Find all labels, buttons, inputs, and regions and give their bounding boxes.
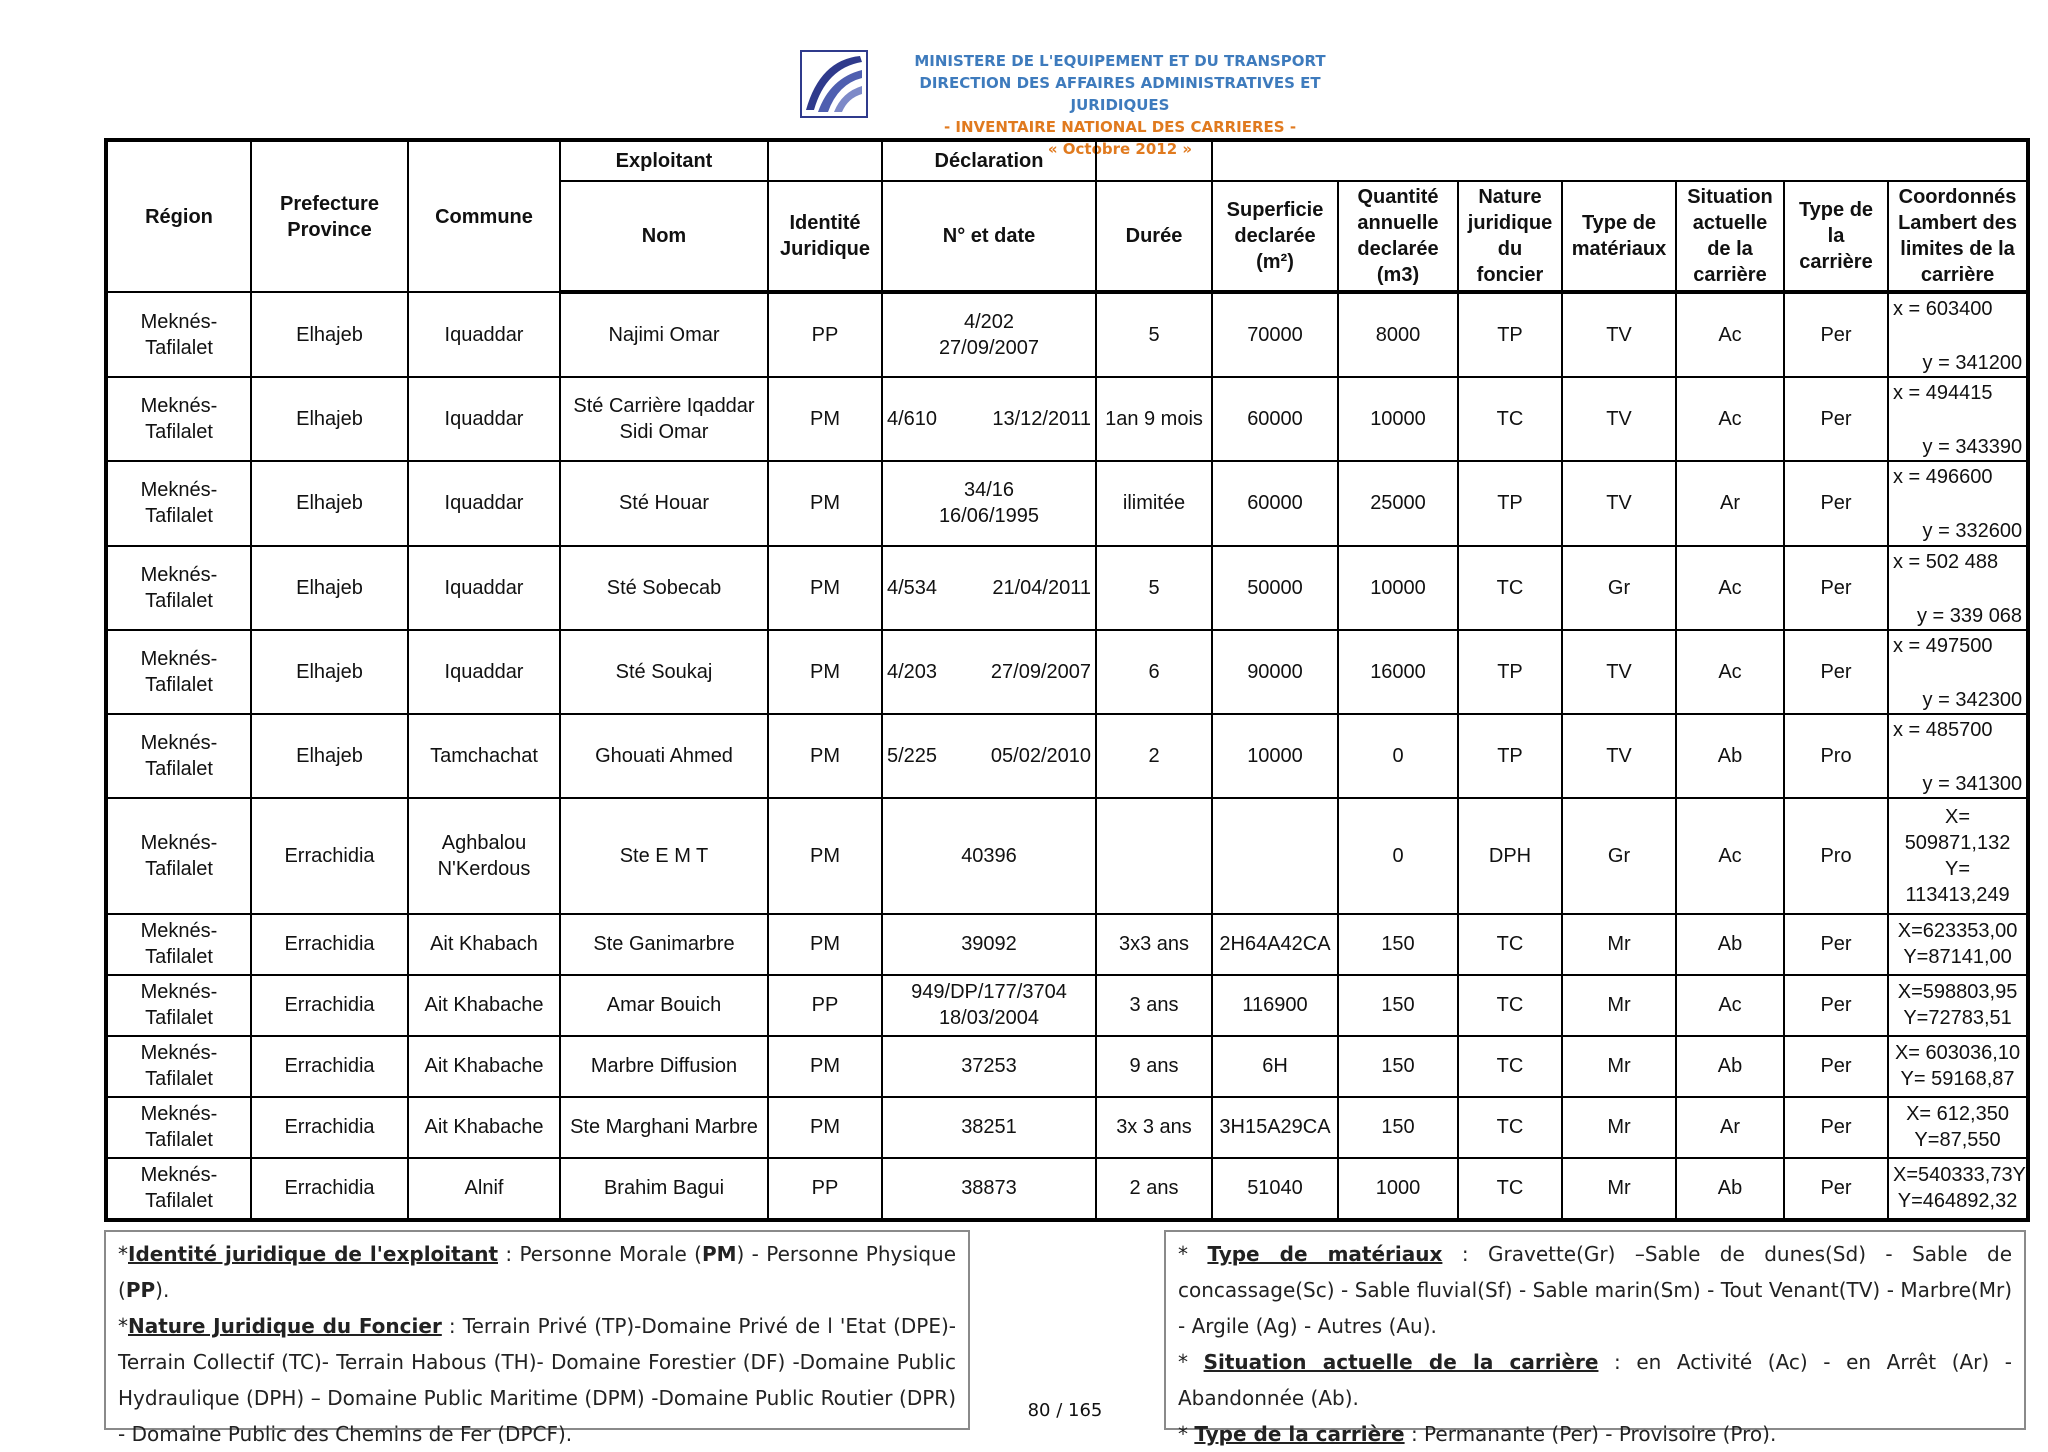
cell-coordonnees — [1888, 292, 2028, 377]
table-row — [106, 914, 2028, 975]
cell-nature: TC — [1458, 1036, 1562, 1097]
legend-type-title: Type de la carrière — [1194, 1422, 1405, 1446]
col-duree: Durée — [1096, 181, 1212, 292]
cell-nature: TC — [1458, 1158, 1562, 1220]
cell-province: Elhajeb — [251, 461, 408, 545]
declaration-number: 4/203 — [887, 660, 938, 683]
cell-quantite: 150 — [1338, 975, 1458, 1036]
quarries-table — [104, 138, 2030, 1222]
ministry-title: MINISTERE DE L'EQUIPEMENT ET DU TRANSPORT — [914, 52, 1326, 70]
cell-situation: Ab — [1676, 1158, 1784, 1220]
table-body — [106, 292, 2028, 1220]
coord-y: y = 339 068 — [1916, 604, 2023, 627]
cell-duree: 5 — [1096, 546, 1212, 630]
cell-num-date — [882, 377, 1096, 461]
cell-superficie: 51040 — [1212, 1158, 1338, 1220]
cell-materiaux: Mr — [1562, 1097, 1676, 1158]
cell-coordonnees — [1888, 714, 2028, 798]
declaration-number: 949/DP/177/3704 — [911, 981, 1067, 1004]
cell-quantite: 0 — [1338, 798, 1458, 914]
cell-nom: Brahim Bagui — [560, 1158, 768, 1220]
cell-quantite: 1000 — [1338, 1158, 1458, 1220]
cell-situation: Ab — [1676, 914, 1784, 975]
declaration-number: 39092 — [961, 933, 1017, 956]
declaration-date: 21/04/2011 — [992, 576, 1091, 599]
legend-situation-text: : en Activité (Ac) - en Arrêt (Ar) - Abandonnée (Ab). — [1178, 1350, 2013, 1410]
cell-situation: Ac — [1676, 377, 1784, 461]
cell-type: Pro — [1784, 798, 1888, 914]
cell-coordonnees — [1888, 1158, 2028, 1220]
cell-nature: TC — [1458, 377, 1562, 461]
cell-region: Meknés-Tafilalet — [106, 630, 251, 714]
declaration-date: 13/12/2011 — [992, 408, 1091, 431]
cell-materiaux: Mr — [1562, 975, 1676, 1036]
cell-type: Pro — [1784, 714, 1888, 798]
cell-nature: TP — [1458, 714, 1562, 798]
cell-coordonnees — [1888, 798, 2028, 914]
cell-region: Meknés-Tafilalet — [106, 1097, 251, 1158]
cell-num-date — [882, 1097, 1096, 1158]
declaration-date: 05/02/2010 — [990, 744, 1091, 767]
cell-quantite: 10000 — [1338, 377, 1458, 461]
cell-type: Per — [1784, 1097, 1888, 1158]
cell-identite: PM — [768, 714, 882, 798]
cell-nature: TC — [1458, 914, 1562, 975]
cell-region: Meknés-Tafilalet — [106, 1036, 251, 1097]
cell-type: Per — [1784, 1158, 1888, 1220]
cell-coordonnees — [1888, 630, 2028, 714]
group-exploitant: Exploitant — [560, 140, 768, 181]
inventory-date: « Octobre 2012 » — [1047, 140, 1193, 158]
cell-situation: Ac — [1676, 546, 1784, 630]
cell-identite: PM — [768, 461, 882, 545]
coord-x: x = 494415 — [1893, 382, 1993, 405]
group-blank-3 — [1212, 140, 2028, 181]
cell-coordonnees — [1888, 914, 2028, 975]
cell-num-date — [882, 630, 1096, 714]
cell-province: Elhajeb — [251, 630, 408, 714]
coord-y: Y=87141,00 — [1903, 946, 2012, 969]
group-declaration: Déclaration — [882, 140, 1096, 181]
cell-commune: Aghbalou N'Kerdous — [408, 798, 560, 914]
cell-commune: Tamchachat — [408, 714, 560, 798]
cell-nom: Ste Marghani Marbre — [560, 1097, 768, 1158]
cell-nom: Ghouati Ahmed — [560, 714, 768, 798]
coord-y: y = 341300 — [1922, 772, 2023, 795]
cell-materiaux: Mr — [1562, 1036, 1676, 1097]
cell-duree: 5 — [1096, 292, 1212, 377]
cell-nom: Najimi Omar — [560, 292, 768, 377]
table-row — [106, 546, 2028, 630]
legend-nature: *Nature Juridique du Foncier : Terrain Privé (TP)-Domaine Privé de l 'Etat (DPE)- Terrain Collectif (TC)- Terrain Habous (TH)- Domaine Forestier (DF) -Domaine Public Hydraulique (DPH) – Domaine Public Maritime (DPM) -Domaine Public Routier (DPR) - Domaine Public des Chemins de Fer (DPCF). — [118, 1314, 957, 1446]
coord-x: x = 497500 — [1893, 634, 1993, 657]
cell-materiaux: Mr — [1562, 1158, 1676, 1220]
cell-num-date — [882, 461, 1096, 545]
coord-y: y = 343390 — [1922, 436, 2023, 459]
inventory-title: - INVENTAIRE NATIONAL DES CARRIERES - — [943, 118, 1297, 136]
cell-nature: TC — [1458, 546, 1562, 630]
cell-duree: 9 ans — [1096, 1036, 1212, 1097]
cell-materiaux: TV — [1562, 377, 1676, 461]
cell-materiaux: TV — [1562, 714, 1676, 798]
cell-nom: Marbre Diffusion — [560, 1036, 768, 1097]
cell-situation: Ac — [1676, 292, 1784, 377]
cell-type: Per — [1784, 292, 1888, 377]
declaration-number: 4/202 — [963, 311, 1015, 334]
cell-coordonnees — [1888, 975, 2028, 1036]
coord-y: Y=87,550 — [1914, 1129, 2001, 1152]
coord-y: Y=464892,32 — [1897, 1190, 2018, 1213]
col-quantite: Quantité annuelle declarée (m3) — [1338, 181, 1458, 292]
cell-materiaux: Gr — [1562, 546, 1676, 630]
cell-identite: PM — [768, 798, 882, 914]
cell-identite: PP — [768, 292, 882, 377]
cell-num-date — [882, 1158, 1096, 1220]
table-row — [106, 630, 2028, 714]
col-nature: Nature juridique du foncier — [1458, 181, 1562, 292]
cell-type: Per — [1784, 377, 1888, 461]
declaration-number: 34/16 — [963, 479, 1015, 502]
coord-x: X=623353,00 — [1897, 920, 2018, 943]
coord-y: Y= 113413,249 — [1905, 857, 2010, 906]
coord-x: X= 603036,10 — [1894, 1042, 2021, 1065]
legend-nature-title: Nature Juridique du Foncier — [128, 1314, 442, 1338]
cell-superficie: 60000 — [1212, 377, 1338, 461]
col-identite: Identité Juridique — [768, 181, 882, 292]
header-group-row — [106, 140, 2028, 181]
col-type: Type de la carrière — [1784, 181, 1888, 292]
declaration-number: 38251 — [961, 1116, 1017, 1139]
col-nom: Nom — [560, 181, 768, 292]
cell-commune: Iquaddar — [408, 546, 560, 630]
cell-superficie: 60000 — [1212, 461, 1338, 545]
cell-region: Meknés-Tafilalet — [106, 975, 251, 1036]
cell-identite: PP — [768, 1158, 882, 1220]
cell-commune: Ait Khabache — [408, 1097, 560, 1158]
declaration-date: 18/03/2004 — [938, 1007, 1040, 1030]
coord-x: X=598803,95 — [1897, 981, 2018, 1004]
table-row — [106, 292, 2028, 377]
coord-y: Y=72783,51 — [1903, 1007, 2012, 1030]
cell-num-date — [882, 546, 1096, 630]
col-commune: Commune — [408, 140, 560, 292]
cell-commune: Iquaddar — [408, 461, 560, 545]
cell-quantite: 16000 — [1338, 630, 1458, 714]
table-row — [106, 798, 2028, 914]
cell-commune: Alnif — [408, 1158, 560, 1220]
cell-type: Per — [1784, 975, 1888, 1036]
cell-province: Elhajeb — [251, 377, 408, 461]
cell-type: Per — [1784, 1036, 1888, 1097]
cell-region: Meknés-Tafilalet — [106, 914, 251, 975]
cell-commune: Ait Khabache — [408, 1036, 560, 1097]
cell-commune: Ait Khabach — [408, 914, 560, 975]
cell-region: Meknés-Tafilalet — [106, 292, 251, 377]
cell-duree: 3 ans — [1096, 975, 1212, 1036]
cell-nom: Sté Sobecab — [560, 546, 768, 630]
cell-region: Meknés-Tafilalet — [106, 798, 251, 914]
col-province: Prefecture Province — [251, 140, 408, 292]
cell-superficie: 70000 — [1212, 292, 1338, 377]
cell-commune: Iquaddar — [408, 377, 560, 461]
cell-nature: TP — [1458, 461, 1562, 545]
cell-superficie: 116900 — [1212, 975, 1338, 1036]
cell-duree: 3x3 ans — [1096, 914, 1212, 975]
cell-coordonnees — [1888, 377, 2028, 461]
cell-num-date — [882, 1036, 1096, 1097]
declaration-date: 16/06/1995 — [938, 505, 1040, 528]
coord-x: x = 496600 — [1893, 466, 1993, 489]
coord-y: y = 342300 — [1922, 688, 2023, 711]
declaration-number: 4/610 — [887, 408, 938, 431]
coord-x: x = 502 488 — [1893, 550, 1999, 573]
cell-nom: Sté Houar — [560, 461, 768, 545]
cell-quantite: 8000 — [1338, 292, 1458, 377]
cell-num-date — [882, 292, 1096, 377]
legend-identite: *Identité juridique de l'exploitant : Personne Morale (PM) - Personne Physique (PP). — [118, 1242, 956, 1302]
legend-type: * Type de la carrière : Permanante (Per) - Provisoire (Pro). — [1178, 1422, 1777, 1446]
cell-duree: 6 — [1096, 630, 1212, 714]
cell-nom: Sté Carrière Iqaddar Sidi Omar — [560, 377, 768, 461]
table-row — [106, 1036, 2028, 1097]
cell-province: Elhajeb — [251, 546, 408, 630]
cell-province: Errachidia — [251, 1097, 408, 1158]
col-materiaux: Type de matériaux — [1562, 181, 1676, 292]
cell-situation: Ac — [1676, 975, 1784, 1036]
cell-duree: 2 — [1096, 714, 1212, 798]
coord-x: X= 509871,132 — [1904, 805, 2011, 854]
legend-materiaux: * Type de matériaux : Gravette(Gr) –Sable de dunes(Sd) - Sable de concassage(Sc) - Sable fluvial(Sf) - Sable marin(Sm) - Tout Venant(TV) - Marbre(Mr) - Argile (Ag) - Autres (Au). — [1178, 1242, 2013, 1338]
cell-situation: Ab — [1676, 714, 1784, 798]
cell-identite: PM — [768, 914, 882, 975]
direction-title: DIRECTION DES AFFAIRES ADMINISTRATIVES ET JURIDIQUES — [919, 74, 1321, 114]
coord-y: y = 341200 — [1922, 352, 2023, 375]
cell-superficie: 3H15A29CA — [1212, 1097, 1338, 1158]
col-superficie: Superficie declarée (m²) — [1212, 181, 1338, 292]
cell-type: Per — [1784, 546, 1888, 630]
cell-nature: TC — [1458, 1097, 1562, 1158]
cell-identite: PM — [768, 377, 882, 461]
cell-region: Meknés-Tafilalet — [106, 714, 251, 798]
coord-x: x = 485700 — [1893, 718, 1993, 741]
declaration-number: 4/534 — [887, 576, 938, 599]
cell-num-date — [882, 714, 1096, 798]
table-row — [106, 377, 2028, 461]
cell-region: Meknés-Tafilalet — [106, 1158, 251, 1220]
coord-y: y = 332600 — [1922, 520, 2023, 543]
coord-x: x = 603400 — [1893, 298, 1993, 321]
legend-materiaux-title: Type de matériaux — [1207, 1242, 1443, 1266]
declaration-number: 40396 — [961, 844, 1017, 867]
cell-materiaux: TV — [1562, 461, 1676, 545]
cell-materiaux: TV — [1562, 630, 1676, 714]
coord-y: Y= 59168,87 — [1900, 1068, 2015, 1091]
group-blank-1 — [768, 140, 882, 181]
cell-nature: TP — [1458, 292, 1562, 377]
table-row — [106, 1158, 2028, 1220]
table-row — [106, 975, 2028, 1036]
cell-type: Per — [1784, 630, 1888, 714]
cell-situation: Ar — [1676, 1097, 1784, 1158]
cell-province: Errachidia — [251, 975, 408, 1036]
cell-num-date — [882, 914, 1096, 975]
cell-nom: Amar Bouich — [560, 975, 768, 1036]
cell-duree: 1an 9 mois — [1096, 377, 1212, 461]
cell-materiaux: Gr — [1562, 798, 1676, 914]
cell-province: Errachidia — [251, 1158, 408, 1220]
cell-nature: TC — [1458, 975, 1562, 1036]
coord-x: X= 612,350 — [1906, 1103, 2009, 1126]
cell-situation: Ac — [1676, 798, 1784, 914]
cell-identite: PM — [768, 546, 882, 630]
cell-superficie: 50000 — [1212, 546, 1338, 630]
table-row — [106, 1097, 2028, 1158]
cell-identite: PM — [768, 630, 882, 714]
cell-region: Meknés-Tafilalet — [106, 461, 251, 545]
legend-situation: * Situation actuelle de la carrière : en Activité (Ac) - en Arrêt (Ar) - Abandonnée (Ab). — [1178, 1350, 2013, 1410]
cell-type: Per — [1784, 461, 1888, 545]
declaration-date: 27/09/2007 — [990, 660, 1091, 683]
cell-province: Errachidia — [251, 914, 408, 975]
cell-superficie: 10000 — [1212, 714, 1338, 798]
cell-duree: 3x 3 ans — [1096, 1097, 1212, 1158]
cell-coordonnees — [1888, 461, 2028, 545]
table-row — [106, 714, 2028, 798]
cell-coordonnees — [1888, 1036, 2028, 1097]
declaration-date: 27/09/2007 — [938, 337, 1040, 360]
legend-identite-title: Identité juridique de l'exploitant — [128, 1242, 499, 1266]
cell-superficie: 2H64A42CA — [1212, 914, 1338, 975]
cell-quantite: 10000 — [1338, 546, 1458, 630]
declaration-number: 38873 — [961, 1177, 1017, 1200]
col-num-date: N° et date — [882, 181, 1096, 292]
cell-nature: TP — [1458, 630, 1562, 714]
cell-province: Errachidia — [251, 798, 408, 914]
cell-province: Elhajeb — [251, 714, 408, 798]
cell-commune: Ait Khabache — [408, 975, 560, 1036]
cell-situation: Ab — [1676, 1036, 1784, 1097]
cell-coordonnees — [1888, 546, 2028, 630]
legend-situation-title: Situation actuelle de la carrière — [1203, 1350, 1599, 1374]
cell-num-date — [882, 798, 1096, 914]
table-row — [106, 461, 2028, 545]
cell-materiaux: TV — [1562, 292, 1676, 377]
cell-duree: 2 ans — [1096, 1158, 1212, 1220]
legend-nature-text: : Terrain Privé (TP)-Domaine Privé de l 'Etat (DPE)- Terrain Collectif (TC)- Terrain Habous (TH)- Domaine Forestier (DF) -Domaine Public Hydraulique (DPH) – Domaine Public Maritime (DPM) -Domaine Public Routier (DPR) - Domaine Public des Chemins de Fer (DPCF). — [118, 1314, 957, 1446]
cell-type: Per — [1784, 914, 1888, 975]
cell-materiaux: Mr — [1562, 914, 1676, 975]
cell-superficie — [1212, 798, 1338, 914]
cell-duree: ilimitée — [1096, 461, 1212, 545]
col-region: Région — [106, 140, 251, 292]
cell-situation: Ac — [1676, 630, 1784, 714]
cell-num-date — [882, 975, 1096, 1036]
ministry-logo-icon — [800, 50, 868, 118]
cell-identite: PP — [768, 975, 882, 1036]
cell-quantite: 0 — [1338, 714, 1458, 798]
cell-province: Errachidia — [251, 1036, 408, 1097]
cell-nom: Ste E M T — [560, 798, 768, 914]
cell-province: Elhajeb — [251, 292, 408, 377]
legend-left — [104, 1230, 970, 1446]
cell-quantite: 25000 — [1338, 461, 1458, 545]
cell-superficie: 90000 — [1212, 630, 1338, 714]
cell-quantite: 150 — [1338, 914, 1458, 975]
cell-commune: Iquaddar — [408, 630, 560, 714]
legend-type-text: : Permanante (Per) - Provisoire (Pro). — [1404, 1422, 1777, 1446]
cell-nom: Ste Ganimarbre — [560, 914, 768, 975]
cell-duree — [1096, 798, 1212, 914]
cell-coordonnees — [1888, 1097, 2028, 1158]
cell-region: Meknés-Tafilalet — [106, 546, 251, 630]
coord-x: X=540333,73Y — [1893, 1164, 2026, 1187]
cell-superficie: 6H — [1212, 1036, 1338, 1097]
cell-nature: DPH — [1458, 798, 1562, 914]
cell-quantite: 150 — [1338, 1097, 1458, 1158]
legend-materiaux-text: : Gravette(Gr) –Sable de dunes(Sd) - Sable de concassage(Sc) - Sable fluvial(Sf) - Sable marin(Sm) - Tout Venant(TV) - Marbre(Mr) - Argile (Ag) - Autres (Au). — [1178, 1242, 2013, 1338]
cell-commune: Iquaddar — [408, 292, 560, 377]
col-situation: Situation actuelle de la carrière — [1676, 181, 1784, 292]
cell-quantite: 150 — [1338, 1036, 1458, 1097]
legend-right — [1164, 1230, 2026, 1446]
declaration-number: 37253 — [961, 1055, 1017, 1078]
declaration-number: 5/225 — [887, 744, 938, 767]
page-header — [800, 48, 1360, 158]
cell-situation: Ar — [1676, 461, 1784, 545]
group-blank-2 — [1096, 140, 1212, 181]
cell-region: Meknés-Tafilalet — [106, 377, 251, 461]
col-coordonnees: Coordonnés Lambert des limites de la carrière — [1888, 181, 2028, 292]
page-number: 80 / 165 — [1027, 1400, 1103, 1421]
cell-identite: PM — [768, 1097, 882, 1158]
cell-nom: Sté Soukaj — [560, 630, 768, 714]
cell-identite: PM — [768, 1036, 882, 1097]
